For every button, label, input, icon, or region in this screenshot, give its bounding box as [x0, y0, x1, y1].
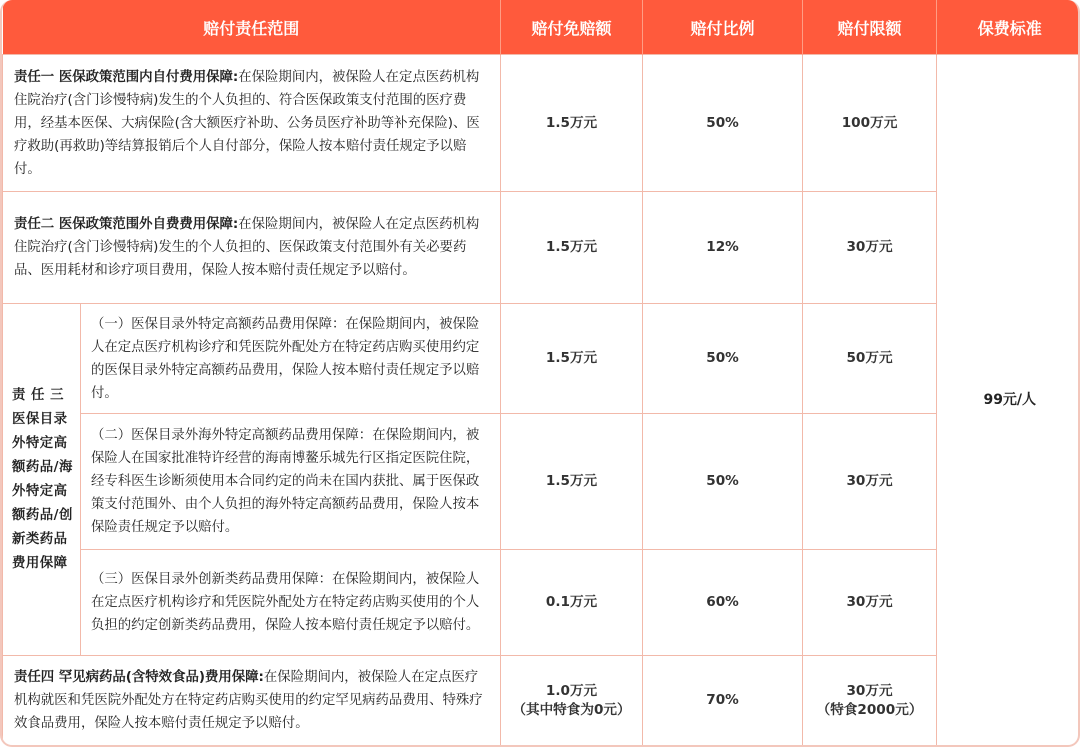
responsibility-3-sub-1-deductible: 1.5万元 [501, 304, 643, 414]
responsibility-3-sub-1-text: （一）医保目录外特定高额药品费用保障：在保险期间内，被保险人在定点医疗机构诊疗和凭医院外配处方在特定药店购买使用约定的医保目录外特定高额药品费用，保险人按本赔付责任规定予以赔付。 [81, 304, 501, 414]
responsibility-2-title: 责任二 医保政策范围外自费费用保障: [14, 217, 239, 232]
responsibility-4-deductible-note: （其中特食为0元） [512, 701, 631, 718]
responsibility-1-ratio: 50% [643, 55, 803, 192]
responsibility-4-deductible-value: 1.0万元 [545, 682, 598, 699]
responsibility-3-sub-1-limit: 50万元 [803, 304, 937, 414]
table-header-row [3, 0, 1080, 55]
table-row [3, 550, 1080, 656]
responsibility-4-title: 责任四 罕见病药品(含特效食品)费用保障: [14, 670, 264, 686]
header-premium: 保费标准 [937, 0, 1080, 55]
responsibility-3-sub-1-ratio: 50% [643, 304, 803, 414]
insurance-coverage-table [2, 0, 1080, 746]
header-limit: 赔付限额 [803, 0, 937, 55]
header-deductible: 赔付免赔额 [501, 0, 643, 55]
responsibility-4-description [3, 656, 501, 746]
table-row [3, 414, 1080, 550]
responsibility-3-sub-2-ratio: 50% [643, 414, 803, 550]
responsibility-2-ratio: 12% [643, 192, 803, 304]
table-row [3, 192, 1080, 304]
responsibility-4-limit-value: 30万元 [846, 682, 893, 699]
header-scope: 赔付责任范围 [3, 0, 501, 55]
responsibility-4-ratio: 70% [643, 656, 803, 746]
responsibility-3-sub-3-ratio: 60% [643, 550, 803, 656]
table-row [3, 304, 1080, 414]
responsibility-3-sub-3-limit: 30万元 [803, 550, 937, 656]
responsibility-2-deductible: 1.5万元 [501, 192, 643, 304]
premium-value: 99元/人 [937, 55, 1080, 746]
responsibility-1-deductible: 1.5万元 [501, 55, 643, 192]
responsibility-4-text: 在保险期间内，被保险人在定点医疗机构就医和凭医院外配处方在特定药店购买使用的约定罕见病药品费用、特殊疗效食品费用，保险人按本赔付责任规定予以赔付。 [14, 670, 483, 732]
responsibility-3-sub-3-deductible: 0.1万元 [501, 550, 643, 656]
responsibility-1-limit: 100万元 [803, 55, 937, 192]
responsibility-2-limit: 30万元 [803, 192, 937, 304]
responsibility-1-text: 在保险期间内，被保险人在定点医药机构住院治疗(含门诊慢特病)发生的个人负担的、符合医保政策支付范围的医疗费用，经基本医保、大病保险(含大额医疗补助、公务员医疗补助等补充保险)、医疗救助(再救助)等结算报销后个人自付部分，保险人按本赔付责任规定予以赔付。 [14, 69, 480, 177]
responsibility-3-sub-2-text: （二）医保目录外海外特定高额药品费用保障：在保险期间内，被保险人在国家批准特许经营的海南博鳌乐城先行区指定医院住院，经专科医生诊断须使用本合同约定的尚未在国内获批、属于医保政策支付范围外、由个人负担的海外特定高额药品费用，保险人按本保险责任规定予以赔付。 [81, 414, 501, 550]
table-row [3, 55, 1080, 192]
responsibility-4-limit-note: （特食2000元） [816, 701, 923, 718]
responsibility-1-title: 责任一 医保政策范围内自付费用保障: [14, 69, 239, 85]
responsibility-4-limit [803, 656, 937, 746]
header-ratio: 赔付比例 [643, 0, 803, 55]
table-row [3, 656, 1080, 746]
responsibility-2-text: 在保险期间内，被保险人在定点医药机构住院治疗(含门诊慢特病)发生的个人负担的、医保政策支付范围外有关必要药品、医用耗材和诊疗项目费用，保险人按本赔付责任规定予以赔付。 [14, 217, 480, 278]
responsibility-2-description [3, 192, 501, 304]
responsibility-3-label: 责 任 三 医保目录外特定高额药品/海外特定高额药品/创新类药品费用保障 [3, 304, 81, 656]
responsibility-3-sub-3-text: （三）医保目录外创新类药品费用保障：在保险期间内，被保险人在定点医疗机构诊疗和凭医院外配处方在特定药店购买使用的个人负担的约定创新类药品费用，保险人按本赔付责任规定予以赔付。 [81, 550, 501, 656]
responsibility-3-sub-2-deductible: 1.5万元 [501, 414, 643, 550]
responsibility-3-sub-2-limit: 30万元 [803, 414, 937, 550]
responsibility-4-deductible [501, 656, 643, 746]
responsibility-1-description [3, 55, 501, 192]
